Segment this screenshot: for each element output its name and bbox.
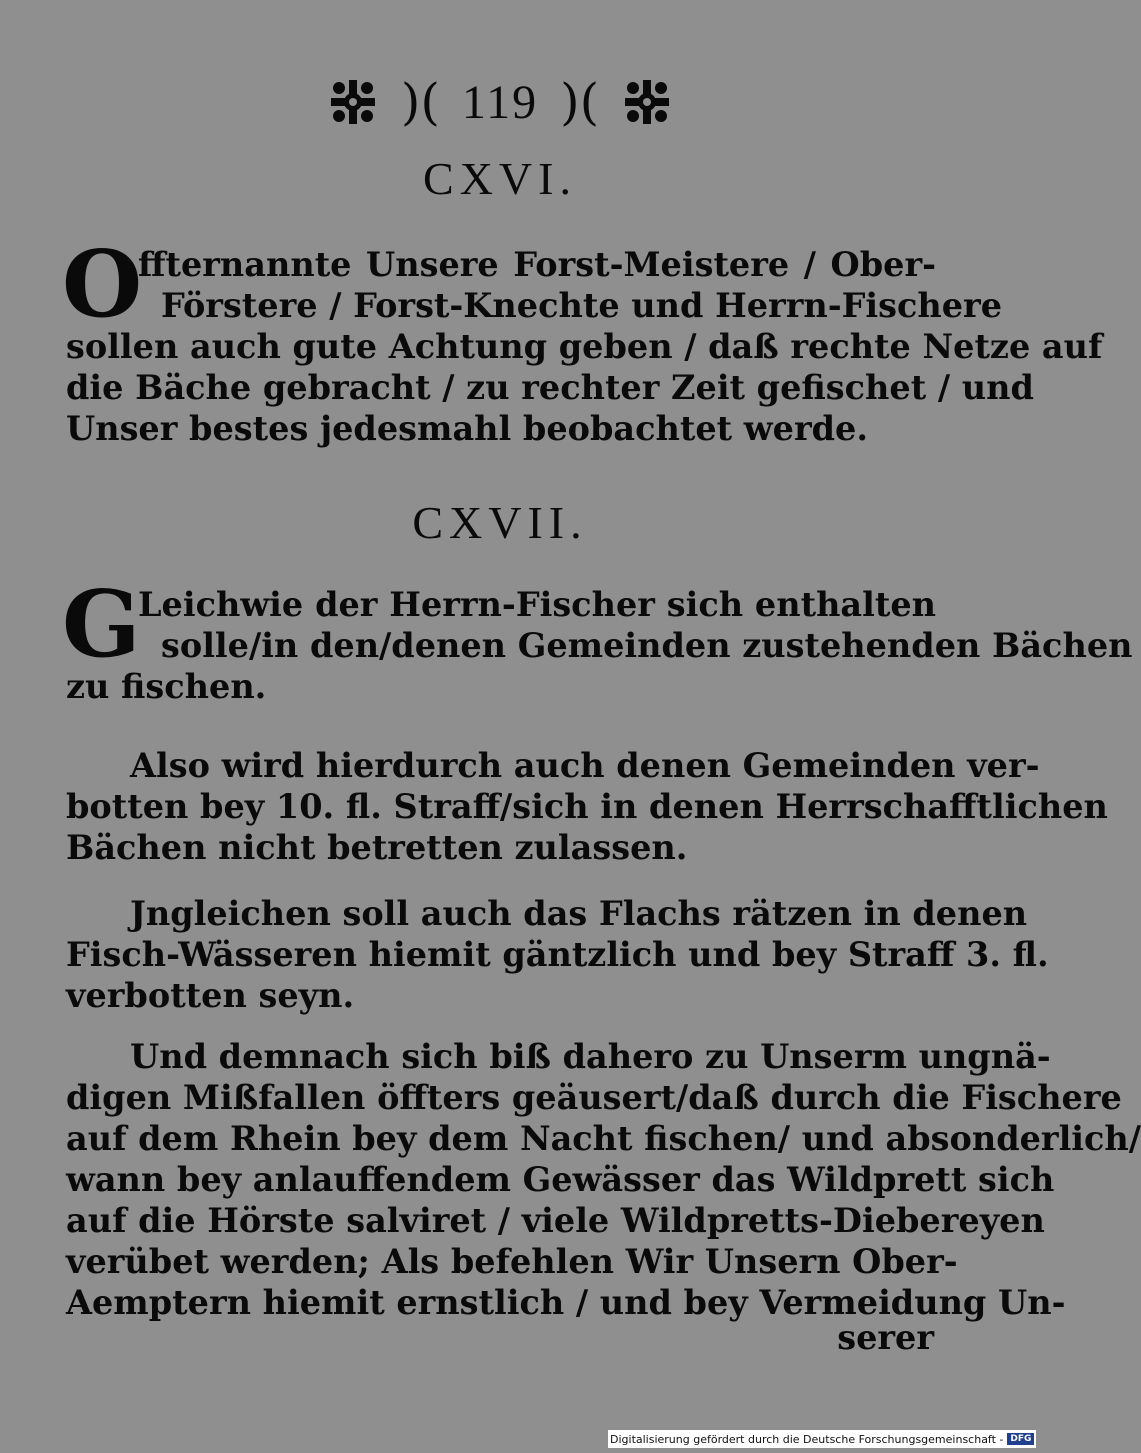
text-line: Jngleichen soll auch das Flachs rätzen in denen (130, 894, 1028, 933)
paragraph (66, 1036, 1141, 1323)
text-line: Unser bestes jedesmahl beobachtet werde. (66, 409, 868, 448)
text-line: zu fischen. (66, 667, 267, 706)
text-line: verbotten seyn. (66, 976, 355, 1015)
section-cxvi-text (66, 244, 1103, 449)
section-cxvii-text (66, 584, 1133, 707)
page-number: 119 (461, 75, 539, 129)
catchword: serer (837, 1318, 934, 1357)
text-line: botten bey 10. fl. Straff/sich in denen Herrschafftlichen (66, 787, 1108, 826)
footer-text: Digitalisierung gefördert durch die Deutsche Forschungsgemeinschaft - (610, 1432, 1004, 1446)
text-line: verübet werden; Als befehlen Wir Unsern Ober- (66, 1242, 958, 1281)
drop-cap: G (62, 570, 141, 678)
ornament-icon (621, 76, 673, 128)
drop-cap: O (62, 230, 143, 338)
paragraph (66, 893, 1049, 1016)
section-heading-cxvi: CXVI. (423, 153, 577, 204)
text-line: auf dem Rhein bey dem Nacht fischen/ und absonderlich/ (66, 1119, 1141, 1158)
ornament-icon (327, 76, 379, 128)
text-line: wann bey anlauffendem Gewässer das Wildprett sich (66, 1160, 1055, 1199)
header-left-mark: )( (400, 73, 440, 131)
header-right-mark: )( (560, 73, 600, 131)
text-line: Aemptern hiemit ernstlich / und bey Vermeidung Un- (66, 1283, 1066, 1322)
text-line: die Bäche gebracht / zu rechter Zeit gefischet / und (66, 368, 1034, 407)
paragraph (66, 745, 1108, 868)
text-line: Und demnach sich biß dahero zu Unserm ungnä- (130, 1037, 1051, 1076)
text-line: ffternannte Unsere Forst-Meistere / Ober- (138, 245, 936, 284)
text-line: Leichwie der Herrn-Fischer sich enthalten (138, 585, 936, 624)
text-line: Förstere / Forst-Knechte und Herrn-Fischere (161, 286, 1003, 325)
digitization-footer (608, 1430, 1036, 1448)
text-line: Fisch-Wässeren hiemit gäntzlich und bey Straff 3. fl. (66, 935, 1049, 974)
running-header (0, 62, 1000, 142)
text-line: digen Mißfallen öffters geäusert/daß durch die Fischere (66, 1078, 1122, 1117)
dfg-logo: DFG (1007, 1433, 1034, 1445)
text-line: Bächen nicht betretten zulassen. (66, 828, 688, 867)
text-line: auf die Hörste salviret / viele Wildpretts-Diebereyen (66, 1201, 1045, 1240)
text-line: solle/in den/denen Gemeinden zustehenden Bächen (161, 626, 1133, 665)
text-line: Also wird hierdurch auch denen Gemeinden ver- (130, 746, 1040, 785)
text-line: sollen auch gute Achtung geben / daß rechte Netze auf (66, 327, 1103, 366)
section-heading-cxvii: CXVII. (412, 497, 588, 548)
